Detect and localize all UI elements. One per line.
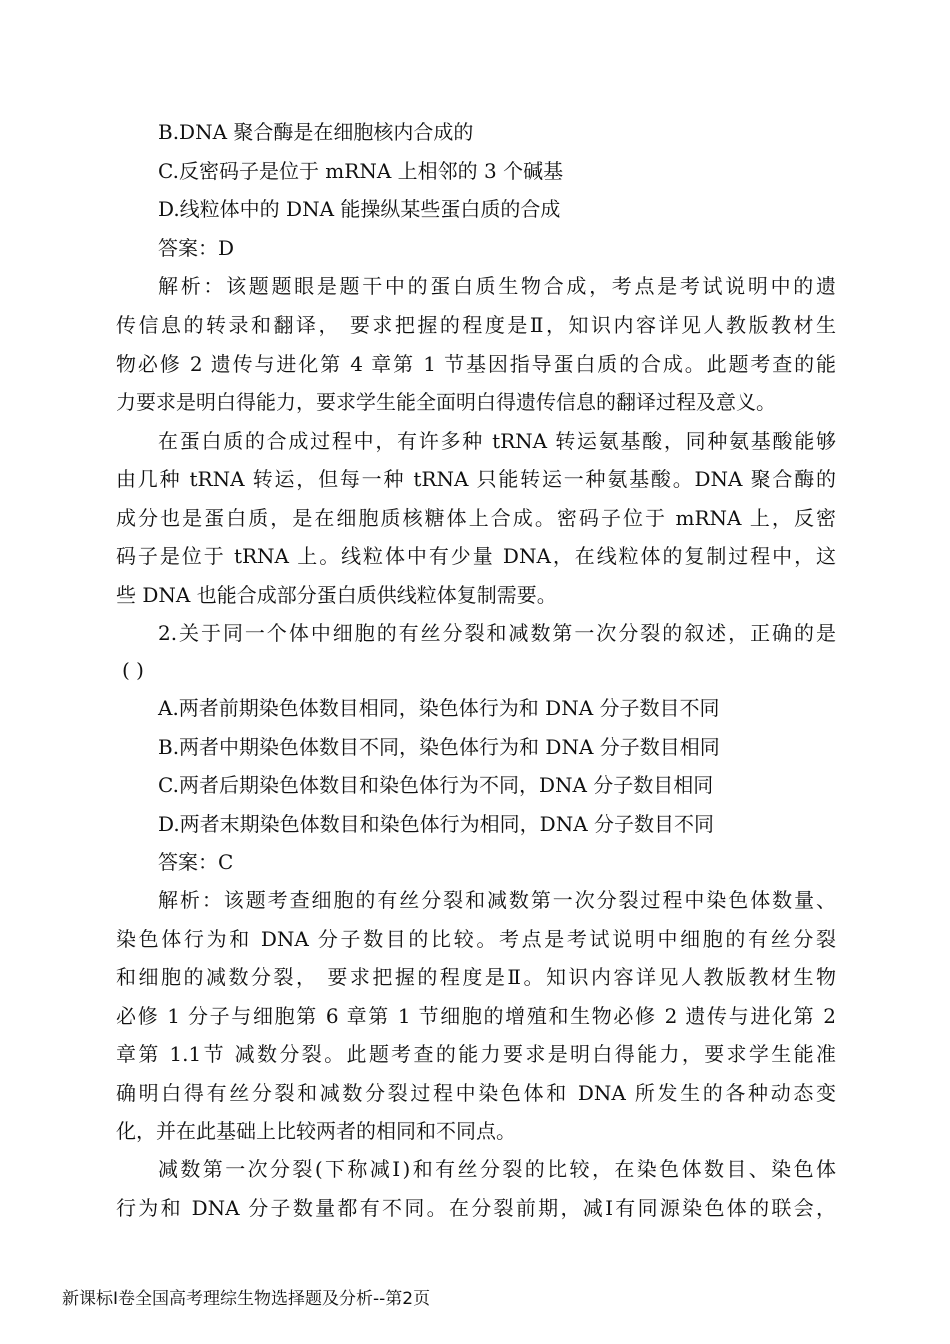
q2-answer: 答案：C (158, 850, 234, 874)
page-footer: 新课标I卷全国高考理综生物选择题及分析--第2页 (62, 1289, 431, 1309)
q1-analysis-line: 力要求是明白得能力，要求学生能全面明白得遗传信息的翻译过程及意义。 (116, 390, 776, 414)
q1-analysis-line: 传信息的转录和翻译， 要求把握的程度是Ⅱ，知识内容详见人教版教材生 (116, 313, 836, 337)
q1-analysis-line: 解析：该题题眼是题干中的蛋白质生物合成，考点是考试说明中的遗 (158, 274, 836, 298)
q2-option-c: C.两者后期染色体数目和染色体行为不同，DNA 分子数目相同 (158, 773, 714, 797)
q2-analysis-line: 确明白得有丝分裂和减数分裂过程中染色体和 DNA 所发生的各种动态变 (116, 1081, 836, 1105)
q2-option-a: A.两者前期染色体数目相同，染色体行为和 DNA 分子数目不同 (158, 696, 720, 720)
q2-analysis-line: 章第 1.1节 减数分裂。此题考查的能力要求是明白得能力，要求学生能准 (116, 1042, 836, 1066)
q2-analysis-line: 染色体行为和 DNA 分子数目的比较。考点是考试说明中细胞的有丝分裂 (116, 927, 836, 951)
q2-stem-bracket: ( ) (122, 658, 144, 682)
q2-analysis-line: 和细胞的减数分裂， 要求把握的程度是Ⅱ。知识内容详见人教版教材生物 (116, 965, 836, 989)
q1-option-c: C.反密码子是位于 mRNA 上相邻的 3 个碱基 (158, 159, 564, 183)
q2-explanation-line: 行为和 DNA 分子数量都有不同。在分裂前期，减Ⅰ有同源染色体的联会， (116, 1196, 836, 1220)
q1-explanation-line: 在蛋白质的合成过程中，有许多种 tRNA 转运氨基酸，同种氨基酸能够 (158, 429, 836, 453)
q2-analysis-line: 必修 1 分子与细胞第 6 章第 1 节细胞的增殖和生物必修 2 遗传与进化第 2 (116, 1004, 836, 1028)
q2-option-d: D.两者末期染色体数目和染色体行为相同，DNA 分子数目不同 (158, 812, 715, 836)
q1-option-b: B.DNA 聚合酶是在细胞核内合成的 (158, 120, 474, 144)
q2-explanation-line: 减数第一次分裂(下称减Ⅰ)和有丝分裂的比较，在染色体数目、染色体 (158, 1157, 836, 1181)
q2-analysis-line: 化，并在此基础上比较两者的相同和不同点。 (116, 1119, 516, 1143)
q1-answer: 答案：D (158, 236, 235, 260)
q1-explanation-line: 些 DNA 也能合成部分蛋白质供线粒体复制需要。 (116, 583, 557, 607)
q2-stem-line: 2.关于同一个体中细胞的有丝分裂和减数第一次分裂的叙述，正确的是 (158, 621, 836, 645)
q1-analysis-line: 物必修 2 遗传与进化第 4 章第 1 节基因指导蛋白质的合成。此题考查的能 (116, 352, 836, 376)
q2-analysis-line: 解析：该题考查细胞的有丝分裂和减数第一次分裂过程中染色体数量、 (158, 888, 836, 912)
q1-option-d: D.线粒体中的 DNA 能操纵某些蛋白质的合成 (158, 197, 561, 221)
q1-explanation-line: 成分也是蛋白质，是在细胞质核糖体上合成。密码子位于 mRNA 上，反密 (116, 506, 836, 530)
q1-explanation-line: 由几种 tRNA 转运，但每一种 tRNA 只能转运一种氨基酸。DNA 聚合酶的 (116, 467, 836, 491)
q2-option-b: B.两者中期染色体数目不同，染色体行为和 DNA 分子数目相同 (158, 735, 720, 759)
q1-explanation-line: 码子是位于 tRNA 上。线粒体中有少量 DNA，在线粒体的复制过程中，这 (116, 544, 836, 568)
